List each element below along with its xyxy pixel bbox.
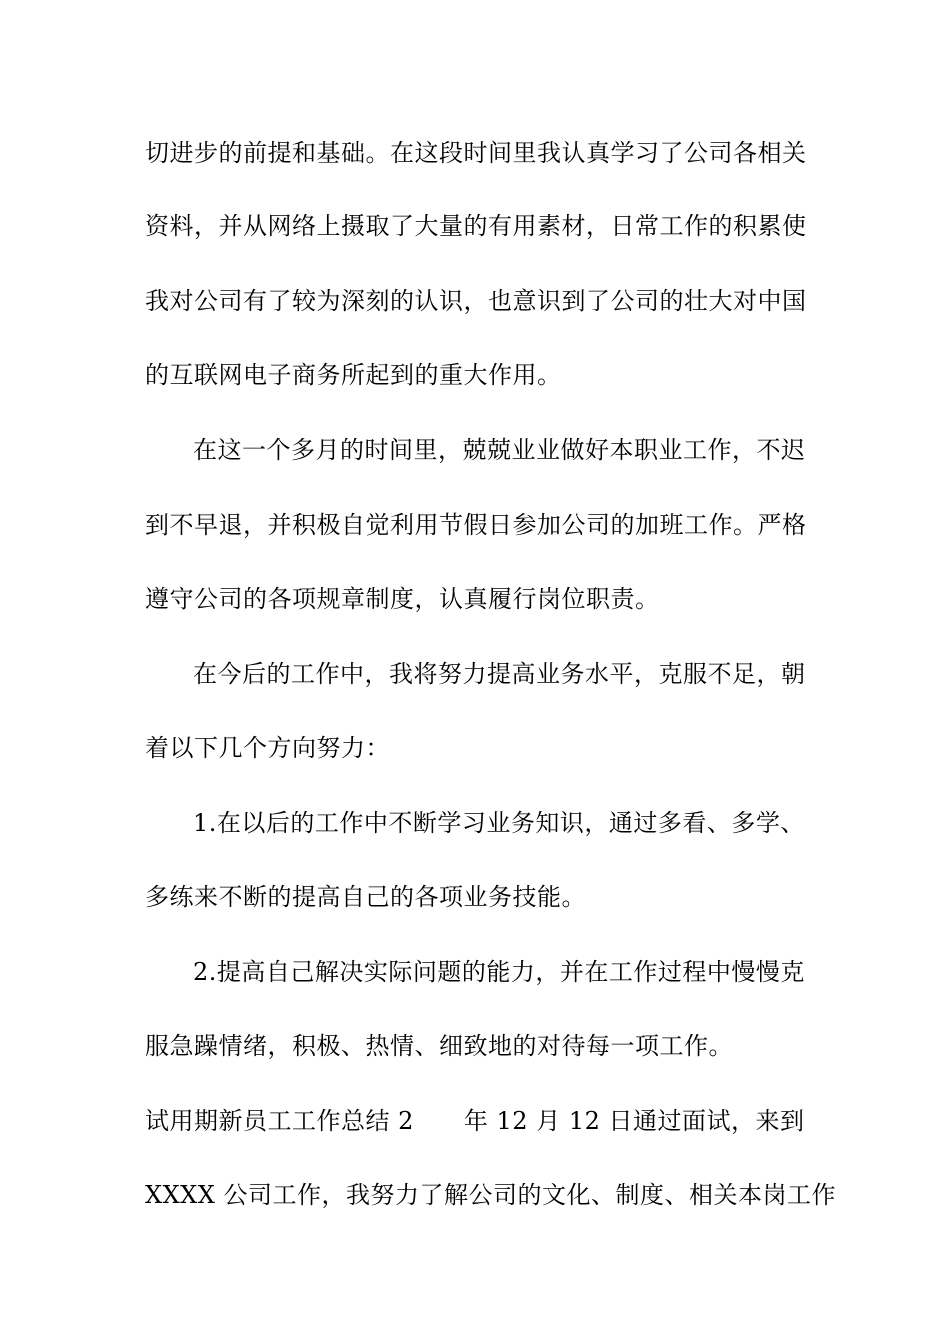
section-heading-line <box>145 1106 825 1136</box>
heading-continuation: 年 12 月 12 日通过面试，来到 <box>463 1107 805 1135</box>
text-line: 遵守公司的各项规章制度，认真履行岗位职责。 <box>145 585 660 613</box>
text-line: 着以下几个方向努力： <box>145 734 390 762</box>
text-line: 我对公司有了较为深刻的认识，也意识到了公司的壮大对中国 <box>145 287 807 315</box>
list-item-1: 1.在以后的工作中不断学习业务知识，通过多看、多学、 <box>193 809 805 837</box>
text-line: 切进步的前提和基础。在这段时间里我认真学习了公司各相关 <box>145 139 807 167</box>
text-line: XXXX 公司工作，我努力了解公司的文化、制度、相关本岗工作 <box>145 1181 836 1209</box>
paragraph-first-line: 在这一个多月的时间里，兢兢业业做好本职业工作，不迟 <box>193 436 806 464</box>
paragraph-first-line: 在今后的工作中，我将努力提高业务水平，克服不足，朝 <box>193 660 806 688</box>
section-heading: 试用期新员工工作总结 2 <box>145 1107 414 1135</box>
list-item-2: 2.提高自己解决实际问题的能力，并在工作过程中慢慢克 <box>193 958 805 986</box>
text-line: 多练来不断的提高自己的各项业务技能。 <box>145 883 586 911</box>
text-line: 的互联网电子商务所起到的重大作用。 <box>145 361 562 389</box>
text-line: 资料，并从网络上摄取了大量的有用素材，日常工作的积累使 <box>145 212 807 240</box>
text-line: 到不早退，并积极自觉利用节假日参加公司的加班工作。严格 <box>145 511 807 539</box>
text-line: 服急躁情绪，积极、热情、细致地的对待每一项工作。 <box>145 1032 733 1060</box>
